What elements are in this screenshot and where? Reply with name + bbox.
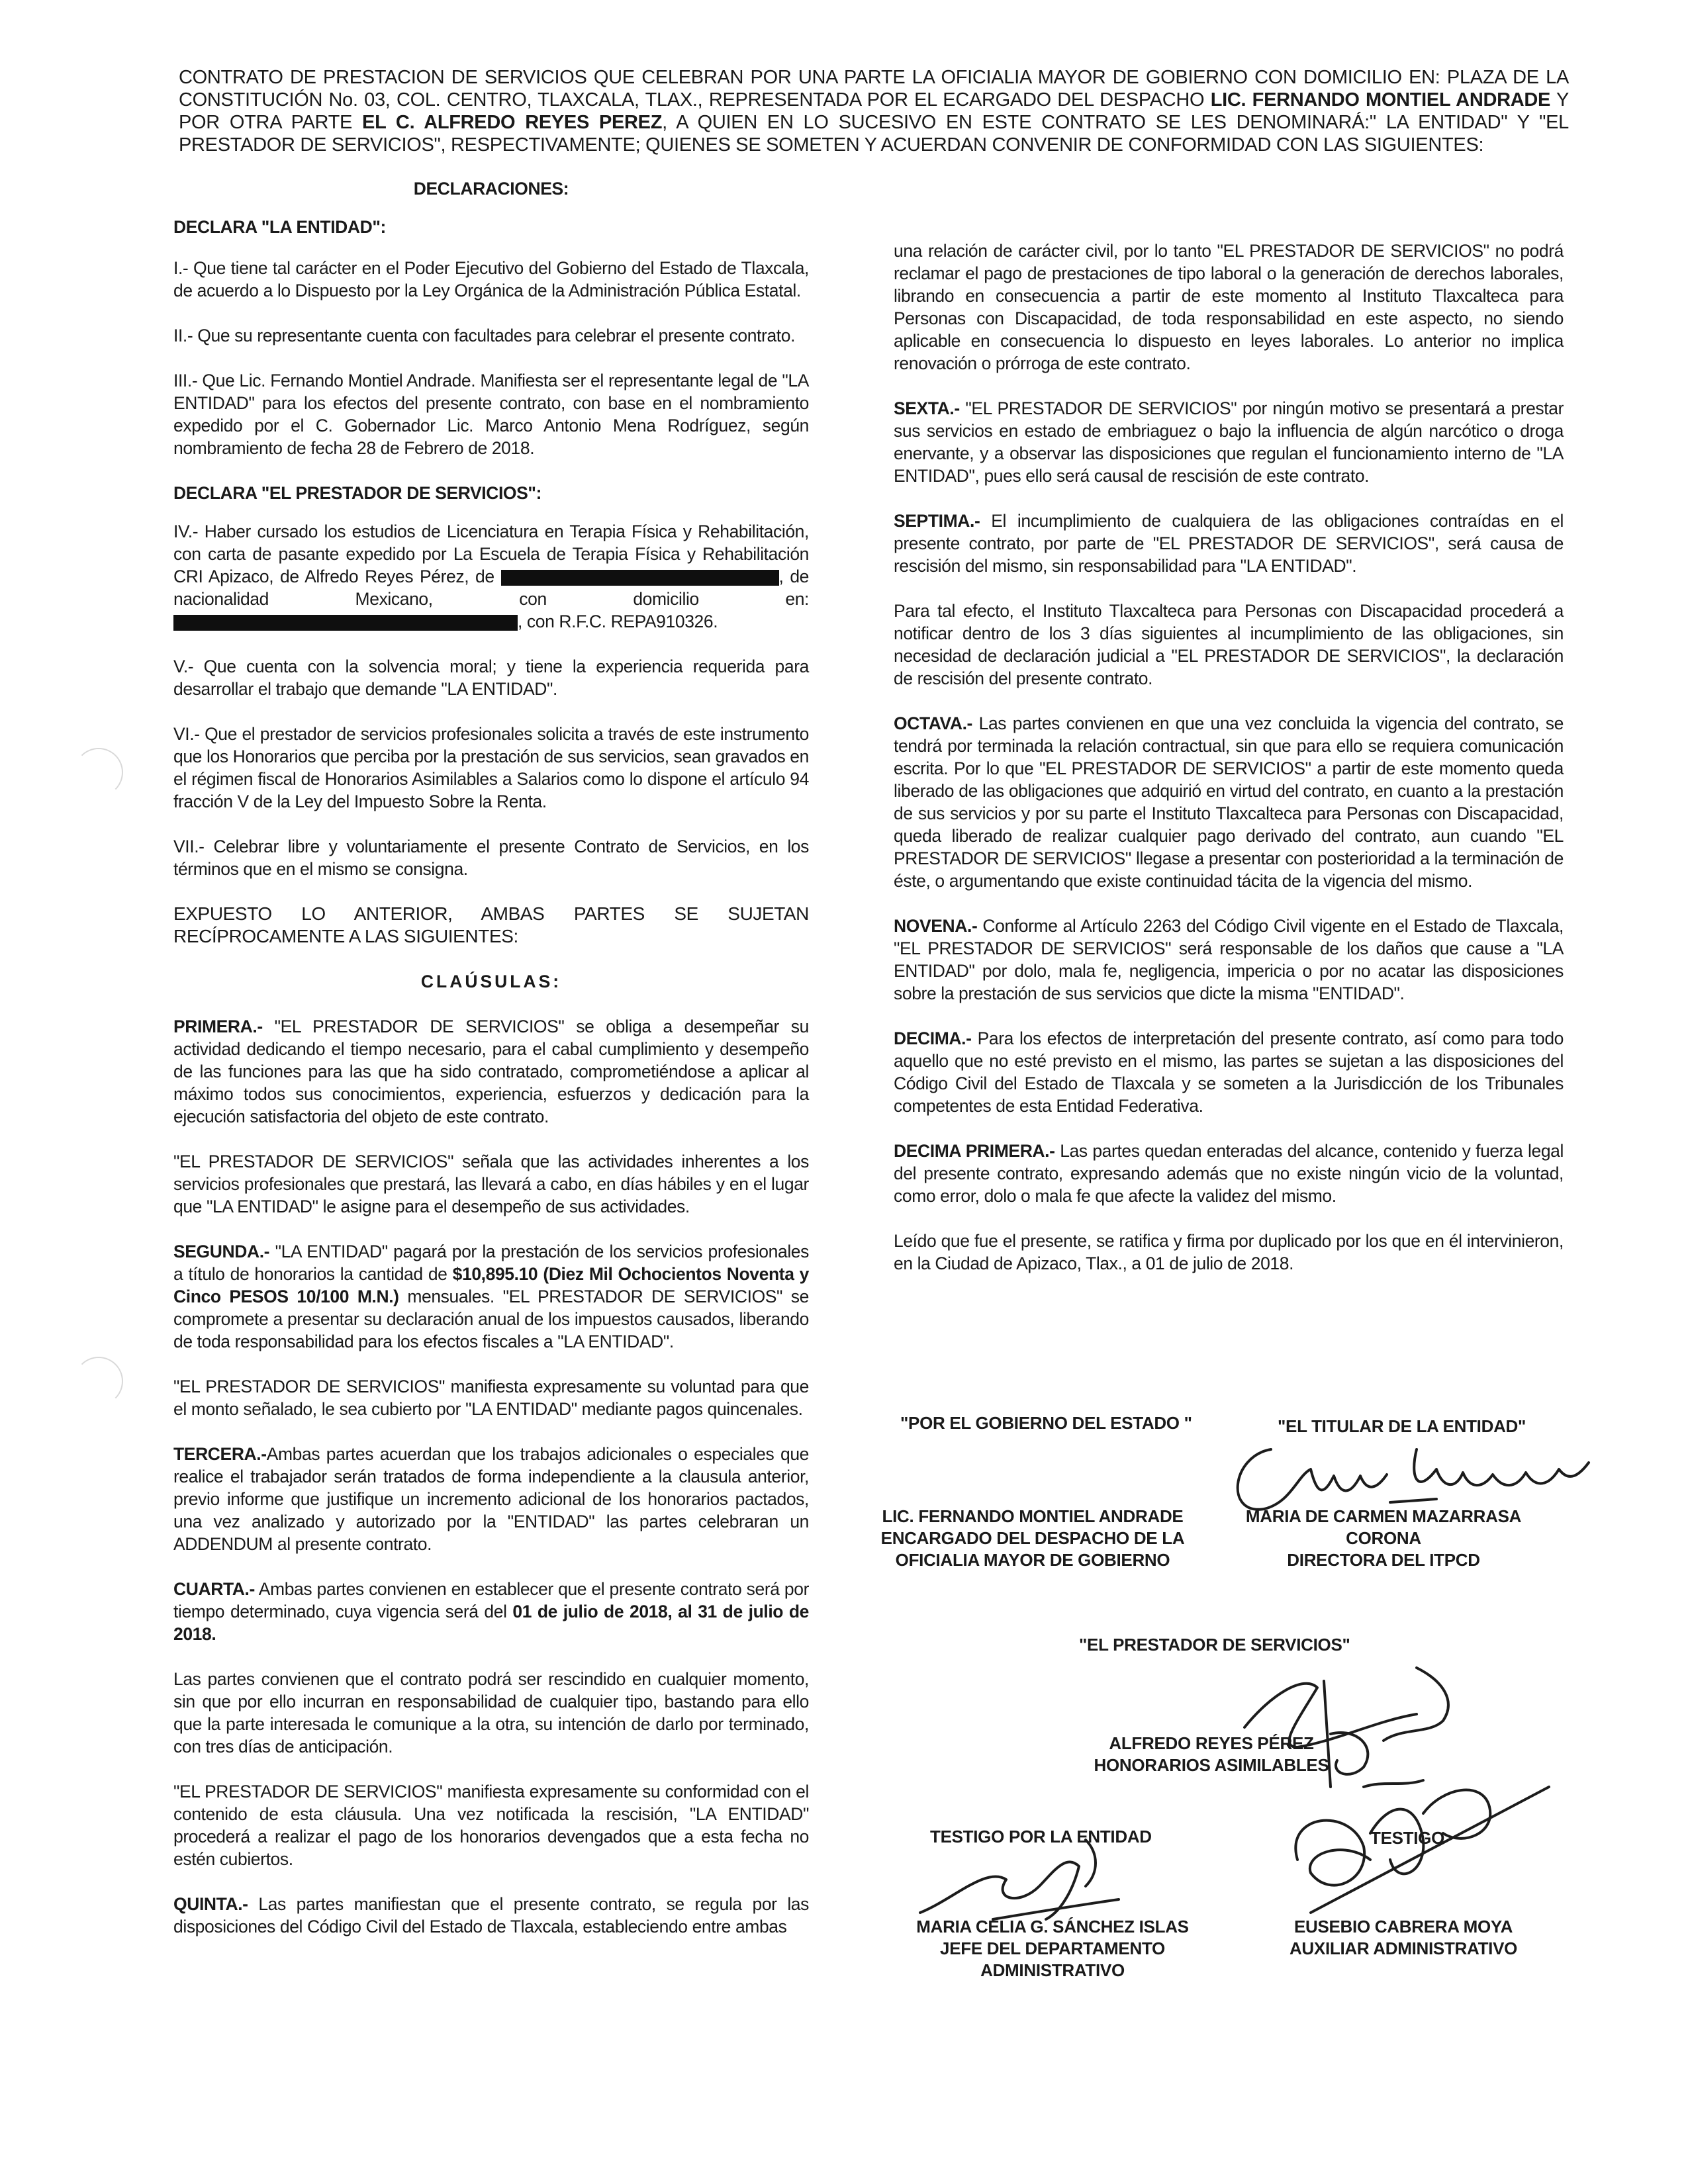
testigo-entidad-handwritten-signature bbox=[900, 1827, 1152, 1926]
clause-text: Conforme al Artículo 2263 del Código Civil vigente en el Estado de Tlaxcala, "EL PRESTADOR DE SERVICIOS" será responsable de los daños que cause a "LA ENTIDAD" por dolo, mala fe, negligencia, impericia o por no acatar las disposiciones sobre la prestación de sus servicios que dicte la misma "ENTIDAD". bbox=[894, 916, 1564, 1003]
declaration-ii: II.- Que su representante cuenta con facultades para celebrar el presente contrato. bbox=[173, 326, 796, 345]
clause-cuarta-3: "EL PRESTADOR DE SERVICIOS" manifiesta expresamente su conformidad con el contenido de esta cláusula. Una vez notificada la rescisión, "LA ENTIDAD" procederá a realizar el pago de los honorarios devengados que a esta fecha no estén cubiertos. bbox=[173, 1782, 809, 1869]
header-provider: EL C. ALFREDO REYES PEREZ bbox=[362, 112, 663, 133]
signer-role: HONORARIOS ASIMILABLES bbox=[1094, 1755, 1329, 1775]
signer-role: ENCARGADO DEL DESPACHO DE LA bbox=[880, 1528, 1185, 1548]
clause-quinta-continued: una relación de carácter civil, por lo tanto "EL PRESTADOR DE SERVICIOS" no podrá reclamar el pago de prestaciones de tipo laboral o la generación de derechos laborales, librando en consecuencia a partir de este momento al Instituto Tlaxcalteca para Personas con Discapacidad, de toda responsabilidad en este aspecto, no siendo aplicable en consecuencia lo dispuesto en leyes laborales. Lo anterior no implica renovación o prórroga de este contrato. bbox=[894, 241, 1564, 373]
clause-cuarta bbox=[173, 1578, 809, 1645]
clause-title: CUARTA.- bbox=[173, 1579, 255, 1599]
expuesto-paragraph: EXPUESTO LO ANTERIOR, AMBAS PARTES SE SUJETAN RECÍPROCAMENTE A LAS SIGUIENTES: bbox=[173, 903, 809, 946]
clause-title: OCTAVA.- bbox=[894, 713, 972, 733]
clause-title: SEXTA.- bbox=[894, 398, 960, 418]
header-text: Y POR OTRA PARTE bbox=[179, 89, 1569, 133]
clause-text: "EL PRESTADOR DE SERVICIOS" por ningún motivo se presentará a prestar sus servicios en estado de embriaguez o bajo la influencia de algún narcótico o droga enervante, y a observar las disposiciones que regulan el funcionamiento interno de "LA ENTIDAD", pues ello será causal de rescisión de este contrato. bbox=[894, 398, 1564, 486]
gobierno-label: "POR EL GOBIERNO DEL ESTADO " bbox=[900, 1413, 1192, 1433]
titular-label: "EL TITULAR DE LA ENTIDAD" bbox=[1278, 1416, 1526, 1436]
clausulas-heading: CLAÚSULAS: bbox=[420, 972, 562, 991]
right-column bbox=[894, 240, 1564, 1297]
amount-text: $10,895.10 (Diez Mil Ochocientos Noventa y Cinco PESOS 10/100 M.N.) bbox=[173, 1264, 809, 1306]
declaration-v: V.- Que cuenta con la solvencia moral; y tiene la experiencia requerida para desarrollar el trabajo que demande "LA ENTIDAD". bbox=[173, 657, 809, 699]
declaration-iv-text: , con R.F.C. REPA910326. bbox=[518, 612, 718, 631]
clause-text: Las partes convienen en que una vez concluida la vigencia del contrato, se tendrá por terminada la relación contractual, sin que para ello se requiera comunicación escrita. Por lo que "EL PRESTADOR DE SERVICIOS" a partir de este momento queda liberado de las obligaciones que adquirió en virtud del contrato, en cuanto a la prestación de sus servicios y por su parte el Instituto Tlaxcalteca para Personas con Discapacidad, queda liberado de realizar cualquier pago derivado del contrato, aun cuando "EL PRESTADOR DE SERVICIOS" llegase a presentar con posterioridad a la terminación de éste, o argumentando que existe continuidad tácita de la vigencia del mismo. bbox=[894, 713, 1564, 891]
signer-role: OFICIALIA MAYOR DE GOBIERNO bbox=[895, 1550, 1170, 1570]
clause-septima bbox=[894, 510, 1564, 577]
clause-text: Ambas partes acuerdan que los trabajos adicionales o especiales que realice el trabajador serán tratados de forma independiente a la clausula anterior, previo informe que justifique un incremento adicional de los honorarios pactados, una vez analizado y autorizado por la "ENTIDAD" las partes celebraran un ADDENDUM al presente contrato. bbox=[173, 1444, 809, 1554]
clause-title: DECIMA PRIMERA.- bbox=[894, 1141, 1055, 1161]
declaration-iv-text: , de nacionalidad Mexicano, con domicilio en: bbox=[173, 567, 809, 609]
redacted-block bbox=[173, 615, 518, 631]
clause-decima-primera bbox=[894, 1140, 1564, 1207]
left-column bbox=[173, 177, 809, 1960]
clause-text: "EL PRESTADOR DE SERVICIOS" se obliga a desempeñar su actividad dedicando el tiempo necesario, para el cabal cumplimiento y desempeño de las funciones para las que ha sido contratado, comprometiéndose a aplicar al máximo todos sus conocimientos, experiencia, esfuerzos y dedicación para la ejecución satisfactoria del objeto de este contrato. bbox=[173, 1017, 809, 1126]
gobierno-signature-block bbox=[861, 1506, 1205, 1571]
contract-header bbox=[179, 66, 1569, 156]
clause-decima bbox=[894, 1027, 1564, 1117]
clause-octava bbox=[894, 712, 1564, 892]
punch-hole-mark bbox=[74, 748, 123, 797]
clause-text: Ambas partes convienen en establecer que el presente contrato será por tiempo determinado, cuya vigencia será del bbox=[173, 1579, 809, 1621]
header-representative: LIC. FERNANDO MONTIEL ANDRADE bbox=[1210, 89, 1551, 111]
clause-title: TERCERA.- bbox=[173, 1444, 267, 1464]
clause-text: Las partes manifiestan que el presente contrato, se regula por las disposiciones del Código Civil del Estado de Tlaxcala, estableciendo entre ambas bbox=[173, 1894, 809, 1936]
signer-name: MARIA DE CARMEN MAZARRASA bbox=[1245, 1506, 1522, 1526]
signer-role: JEFE DEL DEPARTAMENTO bbox=[940, 1938, 1165, 1958]
signer-name: EUSEBIO CABRERA MOYA bbox=[1293, 1917, 1513, 1936]
closing-paragraph: Leído que fue el presente, se ratifica y firma por duplicado por los que en él intervinieron, en la Ciudad de Apizaco, Tlax., a 01 de julio de 2018. bbox=[894, 1231, 1564, 1273]
declaration-iv-text: IV.- Haber cursado los estudios de Licenciatura en Terapia Física y Rehabilitación, con carta de pasante expedido por La Escuela de Terapia Física y Rehabilitación CRI Apizaco, de Alfredo Reyes Pérez, de bbox=[173, 522, 809, 586]
declara-prestador-heading: DECLARA "EL PRESTADOR DE SERVICIOS": bbox=[173, 483, 542, 503]
clause-segunda bbox=[173, 1240, 809, 1353]
signer-role: DIRECTORA DEL ITPCD bbox=[1287, 1550, 1480, 1570]
clause-text: "LA ENTIDAD" pagará por la prestación de los servicios profesionales a título de honorarios la cantidad de bbox=[173, 1242, 809, 1284]
clause-primera-2: "EL PRESTADOR DE SERVICIOS" señala que las actividades inherentes a los servicios profesionales que prestará, las llevará a cabo, en días hábiles y en el lugar que "LA ENTIDAD" le asigne para el desempeño de sus actividades. bbox=[173, 1152, 809, 1216]
clause-title: SEPTIMA.- bbox=[894, 511, 980, 531]
clause-septima-2: Para tal efecto, el Instituto Tlaxcalteca para Personas con Discapacidad procederá a notificar dentro de los 3 días siguientes al incumplimiento de las obligaciones, sin necesidad de declaración judicial a "EL PRESTADOR DE SERVICIOS", la declaración de rescisión del presente contrato. bbox=[894, 601, 1564, 688]
clause-cuarta-2: Las partes convienen que el contrato podrá ser rescindido en cualquier momento, sin que por ello incurran en responsabilidad de cualquier tipo, bastando para ello que la parte interesada le comunique a la otra, su intención de darlo por terminado, con tres días de anticipación. bbox=[173, 1669, 809, 1756]
signer-name: CORONA bbox=[1346, 1528, 1421, 1548]
clause-title: PRIMERA.- bbox=[173, 1017, 263, 1036]
clause-quinta bbox=[173, 1893, 809, 1938]
clause-text: El incumplimiento de cualquiera de las obligaciones contraídas en el presente contrato, por parte de "EL PRESTADOR DE SERVICIOS", será causa de rescisión del mismo, sin responsabilidad para "LA ENTIDAD". bbox=[894, 511, 1564, 576]
clause-title: SEGUNDA.- bbox=[173, 1242, 270, 1261]
clause-tercera bbox=[173, 1443, 809, 1555]
redacted-block bbox=[501, 570, 779, 586]
clause-title: DECIMA.- bbox=[894, 1028, 972, 1048]
clause-sexta bbox=[894, 397, 1564, 487]
declaration-i: I.- Que tiene tal carácter en el Poder Ejecutivo del Gobierno del Estado de Tlaxcala, de acuerdo a lo Dispuesto por la Ley Orgánica de la Administración Pública Estatal. bbox=[173, 258, 809, 300]
testigo-entidad-label: TESTIGO POR LA ENTIDAD bbox=[930, 1827, 1152, 1846]
clause-novena bbox=[894, 915, 1564, 1005]
signer-name: ALFREDO REYES PÉREZ bbox=[1109, 1733, 1314, 1753]
declaration-vii: VII.- Celebrar libre y voluntariamente el presente Contrato de Servicios, en los términos que en el mismo se consigna. bbox=[173, 837, 809, 879]
clause-segunda-2: "EL PRESTADOR DE SERVICIOS" manifiesta expresamente su voluntad para que el monto señalado, le sea cubierto por "LA ENTIDAD" mediante pagos quincenales. bbox=[173, 1377, 809, 1419]
prestador-label: "EL PRESTADOR DE SERVICIOS" bbox=[1079, 1635, 1350, 1655]
declaration-iv bbox=[173, 520, 809, 633]
header-text: , A QUIEN EN LO SUCESIVO EN ESTE CONTRATO SE LES DENOMINARÁ:" LA ENTIDAD" Y "EL PRESTADOR DE SERVICIOS", RESPECTIVAMENTE; QUIENES SE SOMETEN Y ACUERDAN CONVENIR DE CONFORMIDAD CON LAS SIGUIENTES: bbox=[179, 112, 1569, 156]
clause-primera bbox=[173, 1015, 809, 1128]
signer-name: MARIA CELIA G. SÁNCHEZ ISLAS bbox=[916, 1917, 1189, 1936]
declaration-vi: VI.- Que el prestador de servicios profesionales solicita a través de este instrumento que los Honorarios que perciba por la prestación de sus servicios, sean gravados en el régimen fiscal de Honorarios Asimilables a Salarios como lo dispone el artículo 94 fracción V de la Ley del Impuesto Sobre la Renta. bbox=[173, 724, 809, 811]
clause-title: QUINTA.- bbox=[173, 1894, 248, 1914]
signer-name: LIC. FERNANDO MONTIEL ANDRADE bbox=[882, 1506, 1184, 1526]
clause-text: mensuales. "EL PRESTADOR DE SERVICIOS" se compromete a presentar su declaración anual de los impuestos causados, liberando de toda responsabilidad para los efectos fiscales a "LA ENTIDAD". bbox=[173, 1287, 809, 1351]
clause-title: NOVENA.- bbox=[894, 916, 978, 936]
clause-text: Las partes quedan enteradas del alcance, contenido y fuerza legal del presente contrato, expresando además que no existe ningún vicio de la voluntad, como error, dolo o mala fe que afecte la validez del mismo. bbox=[894, 1141, 1564, 1206]
titular-handwritten-signature bbox=[1218, 1423, 1595, 1535]
signer-role: AUXILIAR ADMINISTRATIVO bbox=[1289, 1938, 1518, 1958]
testigo-handwritten-signature bbox=[1271, 1774, 1562, 1939]
declara-entidad-heading: DECLARA "LA ENTIDAD": bbox=[173, 217, 386, 237]
term-dates: 01 de julio de 2018, al 31 de julio de 2018. bbox=[173, 1602, 810, 1644]
testigo-label: TESTIGO bbox=[1370, 1828, 1445, 1848]
declaration-iii: III.- Que Lic. Fernando Montiel Andrade. Manifiesta ser el representante legal de "LA ENTIDAD" para los efectos del presente contrato, con base en el nombramiento expedido por el C. Gobernador Lic. Marco Antonio Mena Rodríguez, según nombramiento de fecha 28 de Febrero de 2018. bbox=[173, 371, 809, 458]
header-text: CONTRATO DE PRESTACION DE SERVICIOS QUE CELEBRAN POR UNA PARTE LA OFICIALIA MAYOR DE GOBIERNO CON DOMICILIO EN: PLAZA DE LA CONSTITUCIÓN No. 03, COL. CENTRO, TLAXCALA, TLAX., REPRESENTADA POR EL ECARGADO DEL DESPACHO bbox=[179, 67, 1569, 111]
signer-role: ADMINISTRATIVO bbox=[980, 1960, 1125, 1980]
punch-hole-mark bbox=[74, 1357, 123, 1406]
clause-text: Para los efectos de interpretación del presente contrato, así como para todo aquello que no esté previsto en el mismo, las partes se sujetan a las disposiciones del Código Civil del Estado de Tlaxcala y se someten a la Jurisdicción de los Tribunales competentes de esta Entidad Federativa. bbox=[894, 1028, 1564, 1116]
declaraciones-heading: DECLARACIONES: bbox=[413, 179, 569, 199]
